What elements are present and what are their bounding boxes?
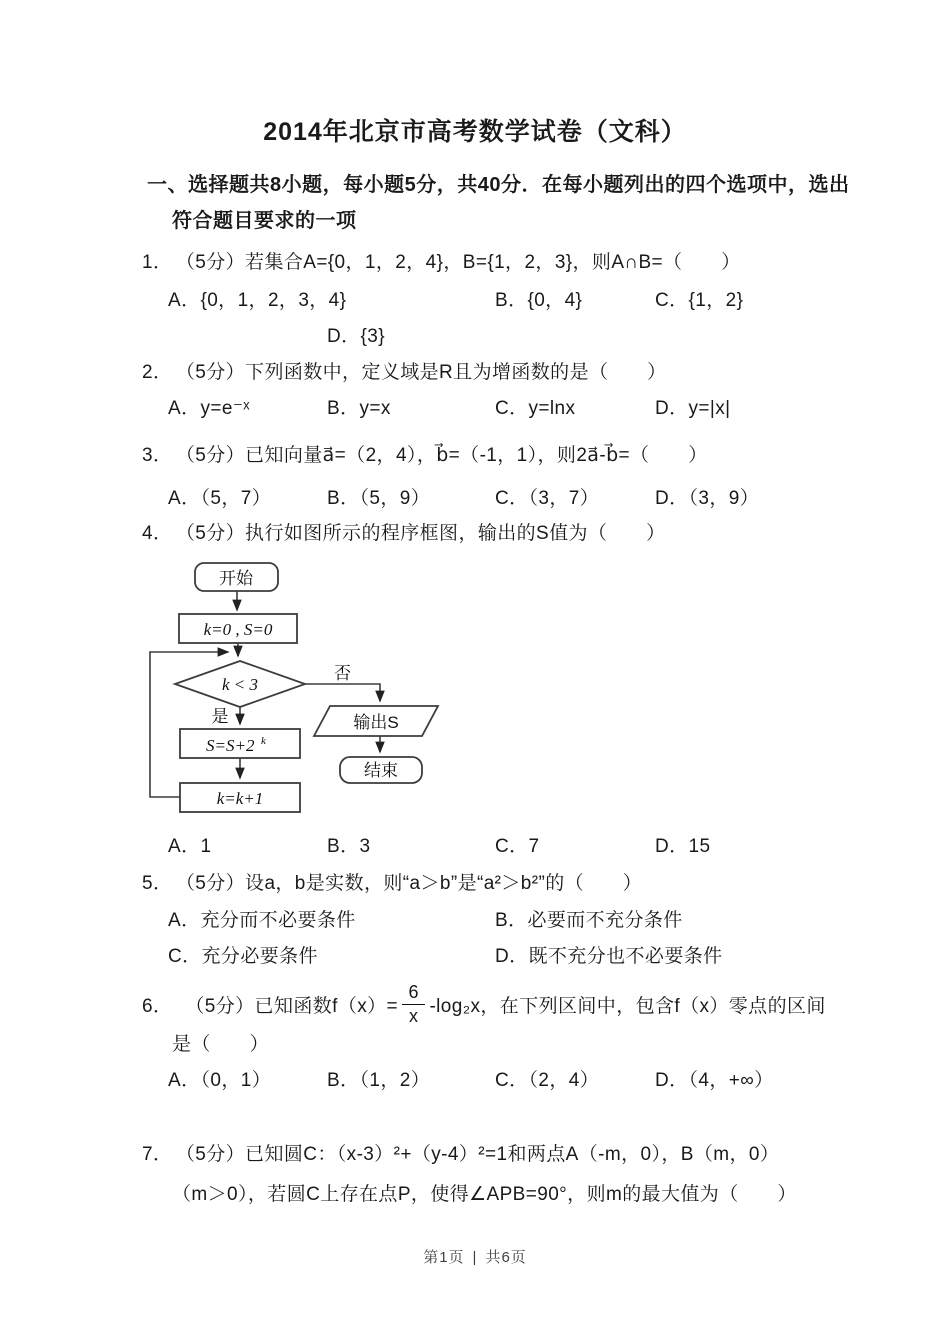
question-6-options (0, 1066, 950, 1096)
option-3-b: B．（5，9） (327, 488, 431, 509)
section-header-line1: 一、选择题共8小题，每小题5分，共40分．在每小题列出的四个选项中，选出 (147, 174, 850, 196)
option-2-d: D．y=|x| (655, 398, 731, 419)
question-5-options-row1 (0, 906, 950, 936)
page-title: 2014年北京市高考数学试卷（文科） (263, 118, 687, 146)
question-5-options-row2 (0, 942, 950, 972)
footer-separator: | (472, 1249, 478, 1266)
question-7-stem-line2 (172, 1180, 930, 1210)
option-5-c: C．充分必要条件 (168, 946, 318, 967)
option-6-d: D．（4，+∞） (655, 1070, 774, 1091)
flow-compute-superscript: k (261, 735, 266, 747)
question-2-text: （5分）下列函数中，定义域是R且为增函数的是（ ） (185, 362, 667, 383)
option-2-b: B．y=x (327, 398, 391, 419)
fraction-numerator: 6 (408, 981, 419, 1002)
flow-end-label: 结束 (364, 761, 398, 780)
question-6-number: 6． (142, 995, 173, 1017)
question-4-text: （5分）执行如图所示的程序框图，输出的S值为（ ） (185, 523, 666, 544)
flow-no-label: 否 (334, 664, 351, 683)
flow-condition-label: k < 3 (221, 675, 259, 694)
option-6-a: A．（0，1） (168, 1070, 272, 1091)
question-6-text-pre: （5分）已知函数f（x）= (185, 995, 399, 1017)
section-header-line2: 符合题目要求的一项 (172, 210, 357, 232)
option-1-c: C．{1，2} (655, 290, 744, 311)
option-4-b: B．3 (327, 836, 371, 857)
option-6-b: B．（1，2） (327, 1070, 431, 1091)
question-7-text-line2: （m＞0），若圆C上存在点P，使得∠APB=90°，则m的最大值为（ ） (172, 1184, 797, 1205)
option-3-c: C．（3，7） (495, 488, 600, 509)
question-6-text-post: -log₂x，在下列区间中，包含f（x）零点的区间 (429, 995, 826, 1017)
option-2-c: C．y=lnx (495, 398, 576, 419)
question-6-text-line2: 是（ ） (172, 1034, 270, 1055)
question-6-stem (142, 980, 930, 1028)
question-3-options (0, 484, 950, 514)
footer-total-pages: 共6页 (485, 1249, 527, 1266)
question-5-text: （5分）设a，b是实数，则“a＞b”是“a²＞b²”的（ ） (185, 873, 643, 894)
question-4-options (0, 832, 950, 862)
flow-yes-label: 是 (211, 707, 229, 726)
question-7-text-line1: （5分）已知圆C：（x-3）²+（y-4）²=1和两点A（-m，0），B（m，0） (185, 1144, 780, 1165)
option-5-d: D．既不充分也不必要条件 (495, 946, 723, 967)
page-footer (0, 1246, 950, 1267)
question-3-text: （5分）已知向量a⃗=（2，4），b⃗=（-1，1），则2a⃗-b⃗=（ ） (185, 445, 708, 466)
question-4-number: 4． (142, 523, 173, 544)
question-2-stem (142, 358, 930, 388)
option-1-b: B．{0，4} (495, 290, 583, 311)
option-3-a: A．（5，7） (168, 488, 272, 509)
question-6-stem-line2 (172, 1030, 930, 1060)
option-2-a: A．y=e⁻ˣ (168, 398, 250, 419)
question-5-number: 5． (142, 873, 173, 894)
flow-increment-label: k=k+1 (216, 789, 264, 808)
option-4-d: D．15 (655, 836, 711, 857)
program-flowchart (140, 556, 460, 820)
question-5-stem (142, 869, 930, 899)
question-1-options-row2 (0, 322, 950, 352)
option-5-a: A．充分而不必要条件 (168, 910, 356, 931)
footer-page-number: 第1页 (423, 1249, 465, 1266)
option-4-a: A．1 (168, 836, 212, 857)
option-1-a: A．{0，1，2，3，4} (168, 290, 347, 311)
fraction-6-over-x (402, 983, 425, 1026)
option-5-b: B．必要而不充分条件 (495, 910, 683, 931)
option-6-c: C．（2，4） (495, 1070, 600, 1091)
question-2-options (0, 394, 950, 424)
question-3-number: 3． (142, 445, 173, 466)
option-1-d: D．{3} (327, 326, 385, 347)
question-2-number: 2． (142, 362, 173, 383)
arrow-no-branch (305, 684, 380, 701)
question-7-stem (142, 1140, 930, 1170)
question-1-options-row1 (0, 286, 950, 316)
question-4-stem (142, 519, 930, 549)
flow-start-label: 开始 (219, 569, 253, 588)
question-3-stem (142, 441, 930, 471)
flow-output-label: 输出S (353, 713, 399, 732)
question-1-stem (142, 248, 930, 278)
question-1-text: （5分）若集合A={0，1，2，4}，B={1，2，3}，则A∩B=（ ） (185, 252, 741, 273)
fraction-denominator: x (402, 1004, 425, 1026)
option-4-c: C．7 (495, 836, 540, 857)
flow-init-label: k=0 , S=0 (203, 620, 273, 639)
question-1-number: 1． (142, 252, 173, 273)
flow-compute-label: S=S+2 (206, 736, 255, 755)
question-7-number: 7． (142, 1144, 173, 1165)
option-3-d: D．（3，9） (655, 488, 760, 509)
